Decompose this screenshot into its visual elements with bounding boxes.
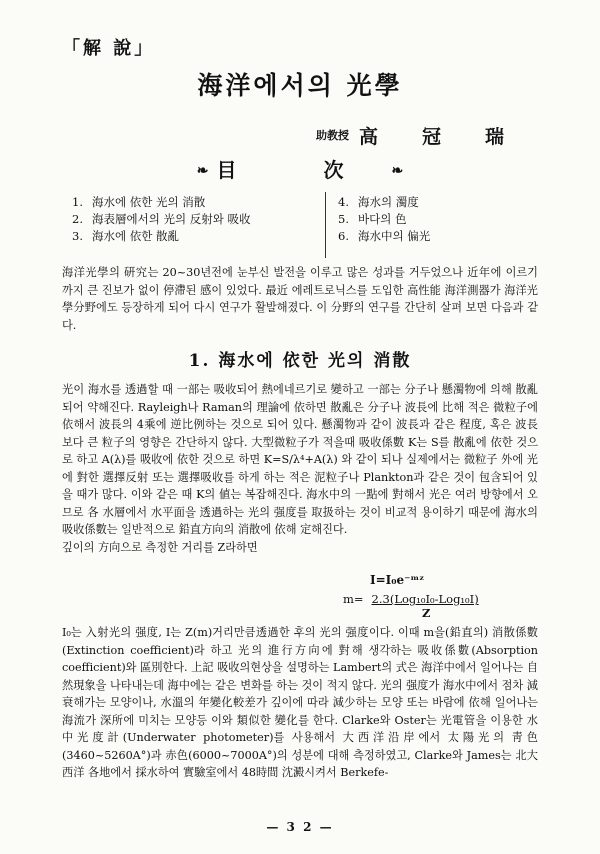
article-type-tag: 「解 說」: [62, 38, 156, 59]
toc-item: [72, 211, 322, 228]
ornament-left-icon: ❧: [196, 163, 209, 179]
formula-intensity: I=I₀e⁻ᵐᶻ: [370, 573, 425, 587]
body-paragraph: [62, 381, 538, 556]
toc-item-number: 4.: [338, 195, 349, 209]
formula-extinction: [343, 592, 479, 620]
intro-paragraph: 海洋光學의 硏究는 20~30년전에 눈부신 발전을 이루고 많은 성과를 거두었으나 近年에 이르기까지 큰 진보가 없이 停滯된 感이 있었다. 最近 에레트로닉스를 도입한 高性能 海洋測器가 海洋光學分野에도 등장하게 되어 다시 연구가 활발해졌다. 이 分野의 연구를 간단히 살펴 보면 다음과 같다.: [62, 266, 538, 332]
author-name: 高冠瑞: [359, 126, 549, 148]
toc-item-text: 바다의 色: [358, 212, 407, 226]
toc-left-column: [72, 194, 322, 245]
toc-heading: 目 次: [216, 158, 384, 182]
ornament-right-icon: ❧: [391, 163, 404, 179]
toc-divider: [325, 192, 326, 258]
formula-numerator: 2.3(Log₁₀I₀-Log₁₀I): [371, 592, 479, 606]
toc-item-text: 海水에 依한 光의 消散: [92, 195, 206, 209]
formula-lhs: m=: [343, 592, 364, 606]
section-paragraph-text: 光이 海水를 透過할 때 一部는 吸收되어 熱에네르기로 變하고 一部는 分子나 懸濁物에 의해 散亂되어 약해진다. Rayleigh나 Raman의 理論에 依하면 散亂은 分子나 波長에 比해 적은 微粒子에 依해서 波長의 4乘에 逆比例하는 것으로 되어 있다. 懸濁物과 같이 波長과 같은 程度, 혹은 波長보다 큰 粒子의 영향은 간단하지 않다. 大型微粒子가 적을때 吸收係數 K는 S를 散亂에 依한 것으로 하고 A(λ)를 吸收에 依한 것으로 하면 K=S/λ⁴+A(λ) 와 같이 되나 실제에서는 微粒子 外에 光에 對한 選擇反射 또는 選擇吸收를 하게 하는 적은 泥粒子나 Plankton과 같은 것이 包含되어 있을 때가 많다. 이와 같은 때 K의 値는 복잡해진다. 海水中의 一點에 對해서 光은 여러 방향에서 오므로 各 水層에서 水平面을 透過하는 光의 强度를 取扱하는 것이 비교적 용이하기 때문에 海水의 吸收係數는 일반적으로 鉛直方向의 消散에 依해 定해진다.: [62, 383, 538, 536]
page-number: — 3 2 —: [266, 820, 334, 834]
toc-item: [72, 194, 322, 211]
formula-denominator: Z: [422, 606, 431, 620]
toc-item-number: 3.: [72, 229, 83, 243]
toc-right-column: [338, 194, 528, 245]
toc-heading-row: [0, 154, 600, 183]
toc-item: [72, 228, 322, 245]
toc-item-number: 2.: [72, 212, 83, 226]
toc-item-number: 5.: [338, 212, 349, 226]
table-of-contents: [66, 190, 536, 260]
toc-item-text: 海水의 濁度: [358, 195, 419, 209]
toc-item-text: 海水中의 偏光: [358, 229, 431, 243]
toc-item-text: 海水에 依한 散亂: [92, 229, 180, 243]
toc-item-number: 6.: [338, 229, 349, 243]
toc-item: [338, 211, 528, 228]
toc-item-text: 海表層에서의 光의 反射와 吸收: [92, 212, 251, 226]
toc-item-number: 1.: [72, 195, 83, 209]
body-paragraph-2: I₀는 入射光의 强度, I는 Z(m)거리만큼透過한 후의 光의 强度이다. 이때 m을(鉛直의) 消散係數(Extinction coefficient)라 하고 光의 進行方向에 對해 생각하는 吸收係數(Absorption coefficient)와 區別한다. 上記 吸收의현상을 설명하는 Lambert의 式은 海洋中에서 일어나는 自然現象을 나타내는데 海中에는 같은 변화를 하는 것이 적지 않다. 光의 强度가 海水中에서 점차 減衰해가는 모양이나, 水溫의 年變化較差가 깊이에 따라 減少하는 모양 또는 바람에 依해 일어나는 海流가 深所에 미치는 모양등 이와 類似한 變化를 한다. Clarke와 Oster는 光電管을 이용한 水中光度計(Underwater photometer)를 사용해서 大西洋沿岸에서 太陽光의 靑色(3460~5260A°)과 赤色(6000~7000A°)의 성분에 대해 측정하였고, Clarke와 James는 北大西洋 各地에서 採水하여 實驗室에서 48時間 沈澱시켜서 Berkefe-: [62, 626, 538, 779]
article-title: 海洋에서의 光學: [197, 71, 403, 100]
formula-lead-text: 깊이의 方向으로 측정한 거리를 Z라하면: [62, 540, 258, 554]
section-heading: 1. 海水에 依한 光의 消散: [188, 351, 412, 371]
author-role: 助教授: [316, 129, 349, 142]
toc-item: [338, 194, 528, 211]
toc-item: [338, 228, 528, 245]
author-line: [316, 122, 549, 149]
